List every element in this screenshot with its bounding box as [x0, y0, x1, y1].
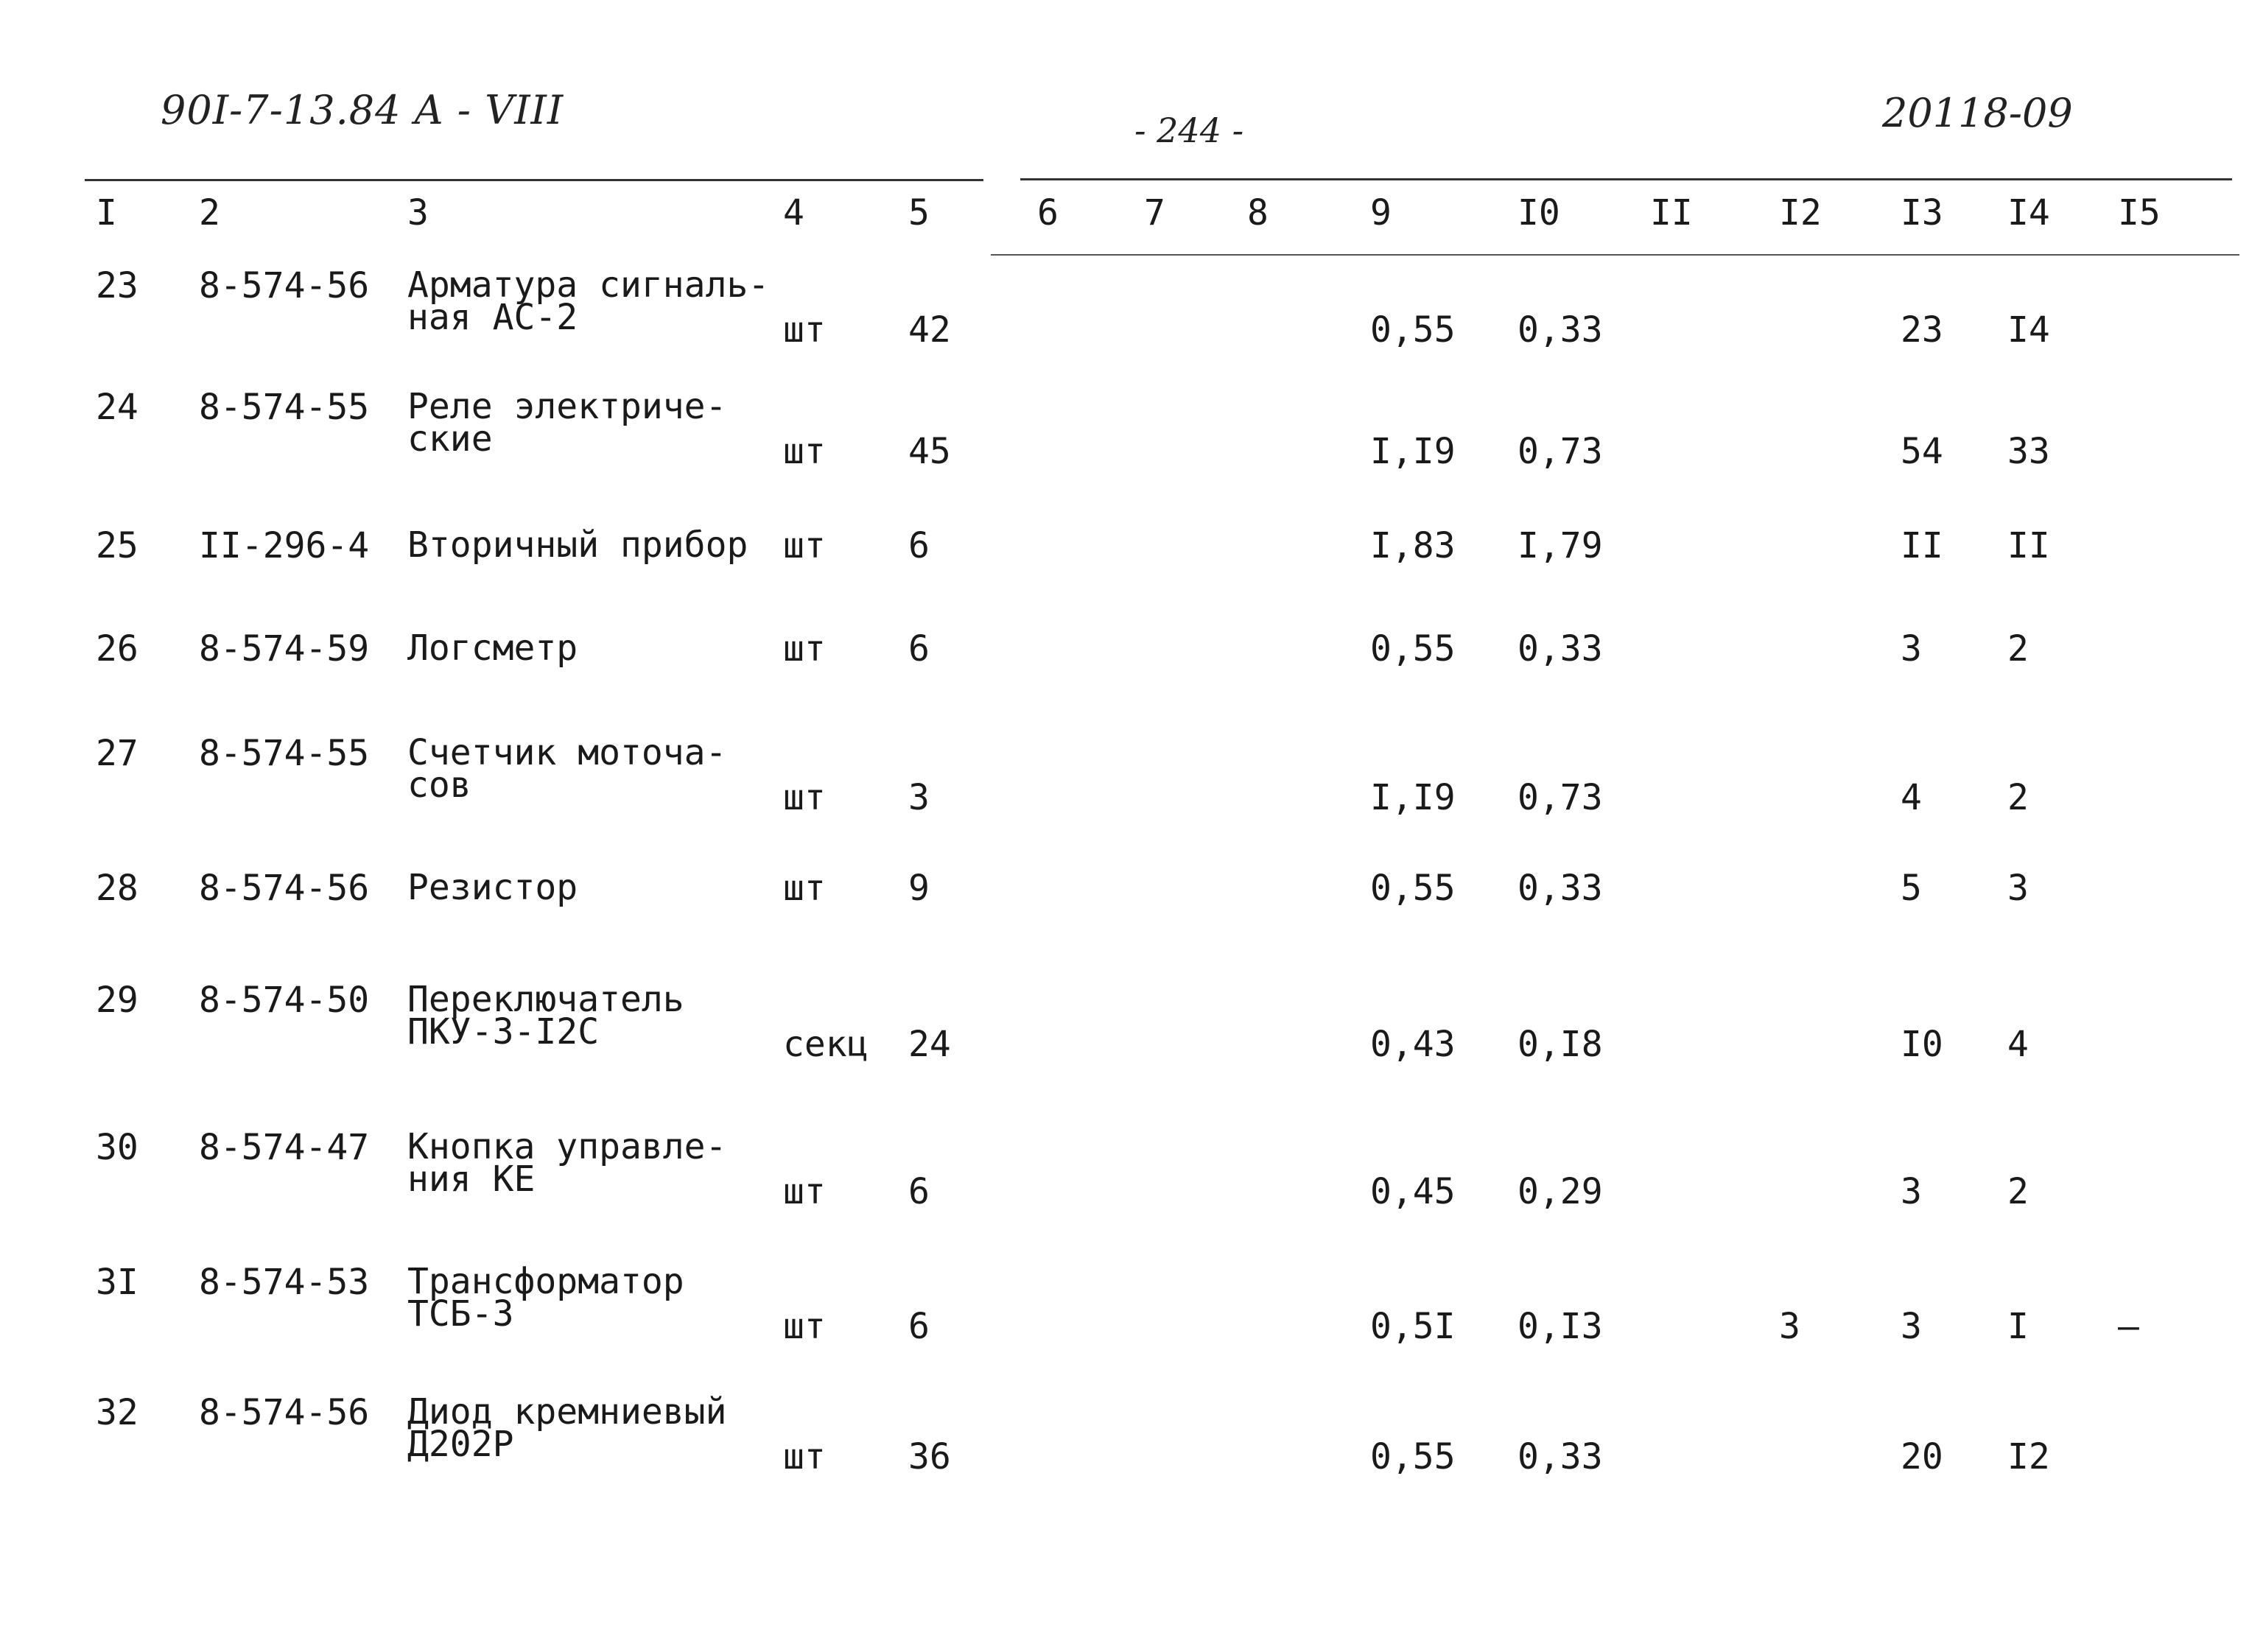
unit: шт	[783, 628, 826, 669]
item-name: Кнопка управле- ния КЕ	[407, 1126, 727, 1200]
col-14-value: 2	[2007, 628, 2029, 669]
quantity: 6	[908, 1171, 930, 1212]
col-14-value: 2	[2007, 777, 2029, 818]
col-10-value: 0,73	[1518, 777, 1603, 818]
row-number: 3I	[96, 1262, 138, 1303]
quantity: 3	[908, 777, 930, 818]
col-14-value: II	[2007, 525, 2050, 566]
item-name: Трансформатор ТСБ-3	[407, 1261, 684, 1335]
page-number: - 244 -	[1134, 110, 1244, 150]
unit: шт	[783, 525, 826, 566]
item-name: Диод кремниевый Д202Р	[407, 1391, 727, 1465]
quantity: 42	[908, 309, 951, 351]
price-code: 8-574-55	[199, 387, 370, 428]
col-10-value: 0,I3	[1518, 1306, 1603, 1347]
quantity: 24	[908, 1024, 951, 1065]
document-code: 90I-7-13.84 A - VIII	[161, 87, 564, 133]
col-13-value: 5	[1901, 868, 1922, 909]
col-13-value: I0	[1901, 1024, 1943, 1065]
row-number: 26	[96, 628, 138, 669]
column-header: I5	[2118, 192, 2161, 233]
column-header: II	[1650, 192, 1693, 233]
col-9-value: I,I9	[1370, 431, 1456, 472]
column-header: 8	[1247, 192, 1269, 233]
unit: шт	[783, 1171, 826, 1212]
col-10-value: 0,29	[1518, 1171, 1603, 1212]
col-14-value: 33	[2007, 431, 2050, 472]
col-9-value: 0,55	[1370, 868, 1456, 909]
unit: шт	[783, 868, 826, 909]
col-12-value: 3	[1779, 1306, 1800, 1347]
unit: шт	[783, 777, 826, 818]
price-code: 8-574-47	[199, 1127, 370, 1168]
col-10-value: 0,33	[1518, 868, 1603, 909]
col-10-value: 0,I8	[1518, 1024, 1603, 1065]
unit: шт	[783, 1436, 826, 1477]
col-13-value: 4	[1901, 777, 1922, 818]
header-rule-left	[85, 179, 983, 181]
column-header: I	[96, 192, 117, 233]
col-13-value: II	[1901, 525, 1943, 566]
row-number: 28	[96, 868, 138, 909]
column-header: I0	[1518, 192, 1560, 233]
row-number: 30	[96, 1127, 138, 1168]
unit: шт	[783, 309, 826, 351]
price-code: 8-574-56	[199, 1392, 370, 1433]
row-number: 23	[96, 265, 138, 306]
row-number: 29	[96, 980, 138, 1021]
item-name: Реле электриче- ские	[407, 386, 727, 460]
column-header: 7	[1144, 192, 1165, 233]
col-10-value: I,79	[1518, 525, 1603, 566]
column-header: I4	[2007, 192, 2050, 233]
col-13-value: 3	[1901, 628, 1922, 669]
item-name: Переключатель ПКУ-3-I2С	[407, 979, 684, 1052]
col-15-value: –	[2118, 1306, 2139, 1347]
column-header: I2	[1779, 192, 1822, 233]
price-code: 8-574-50	[199, 980, 370, 1021]
item-name: Резистор	[407, 867, 578, 908]
col-10-value: 0,33	[1518, 309, 1603, 351]
col-14-value: I4	[2007, 309, 2050, 351]
col-9-value: I,I9	[1370, 777, 1456, 818]
col-14-value: 2	[2007, 1171, 2029, 1212]
column-header: 2	[199, 192, 220, 233]
header-rule-bottom	[991, 254, 2239, 256]
quantity: 9	[908, 868, 930, 909]
unit: шт	[783, 1306, 826, 1347]
col-13-value: 23	[1901, 309, 1943, 351]
column-header: 5	[908, 192, 930, 233]
col-9-value: 0,55	[1370, 1436, 1456, 1477]
quantity: 6	[908, 525, 930, 566]
column-header: 3	[407, 192, 429, 233]
price-code: 8-574-59	[199, 628, 370, 669]
price-code: 8-574-53	[199, 1262, 370, 1303]
col-14-value: 4	[2007, 1024, 2029, 1065]
col-9-value: I,83	[1370, 525, 1456, 566]
item-name: Логсметр	[407, 628, 578, 669]
col-9-value: 0,5I	[1370, 1306, 1456, 1347]
price-code: 8-574-56	[199, 265, 370, 306]
col-9-value: 0,43	[1370, 1024, 1456, 1065]
col-14-value: I2	[2007, 1436, 2050, 1477]
row-number: 24	[96, 387, 138, 428]
col-13-value: 3	[1901, 1306, 1922, 1347]
column-header: 9	[1370, 192, 1392, 233]
unit: шт	[783, 431, 826, 472]
price-code: II-296-4	[199, 525, 370, 566]
header-rule-right	[1020, 178, 2232, 180]
column-header: 6	[1037, 192, 1059, 233]
price-code: 8-574-56	[199, 868, 370, 909]
quantity: 6	[908, 628, 930, 669]
col-14-value: 3	[2007, 868, 2029, 909]
item-name: Счетчик моточа- сов	[407, 732, 727, 806]
item-name: Арматура сигналь- ная АС-2	[407, 264, 770, 338]
col-9-value: 0,45	[1370, 1171, 1456, 1212]
row-number: 27	[96, 733, 138, 774]
col-10-value: 0,33	[1518, 1436, 1603, 1477]
col-10-value: 0,73	[1518, 431, 1603, 472]
quantity: 45	[908, 431, 951, 472]
row-number: 32	[96, 1392, 138, 1433]
quantity: 6	[908, 1306, 930, 1347]
item-name: Вторичный прибор	[407, 524, 748, 566]
col-13-value: 54	[1901, 431, 1943, 472]
col-13-value: 20	[1901, 1436, 1943, 1477]
col-14-value: I	[2007, 1306, 2029, 1347]
column-header: 4	[783, 192, 804, 233]
column-header: I3	[1901, 192, 1943, 233]
sheet-id: 20118-09	[1882, 90, 2073, 136]
quantity: 36	[908, 1436, 951, 1477]
row-number: 25	[96, 525, 138, 566]
col-9-value: 0,55	[1370, 628, 1456, 669]
col-13-value: 3	[1901, 1171, 1922, 1212]
price-code: 8-574-55	[199, 733, 370, 774]
col-9-value: 0,55	[1370, 309, 1456, 351]
unit: секц	[783, 1024, 869, 1065]
col-10-value: 0,33	[1518, 628, 1603, 669]
